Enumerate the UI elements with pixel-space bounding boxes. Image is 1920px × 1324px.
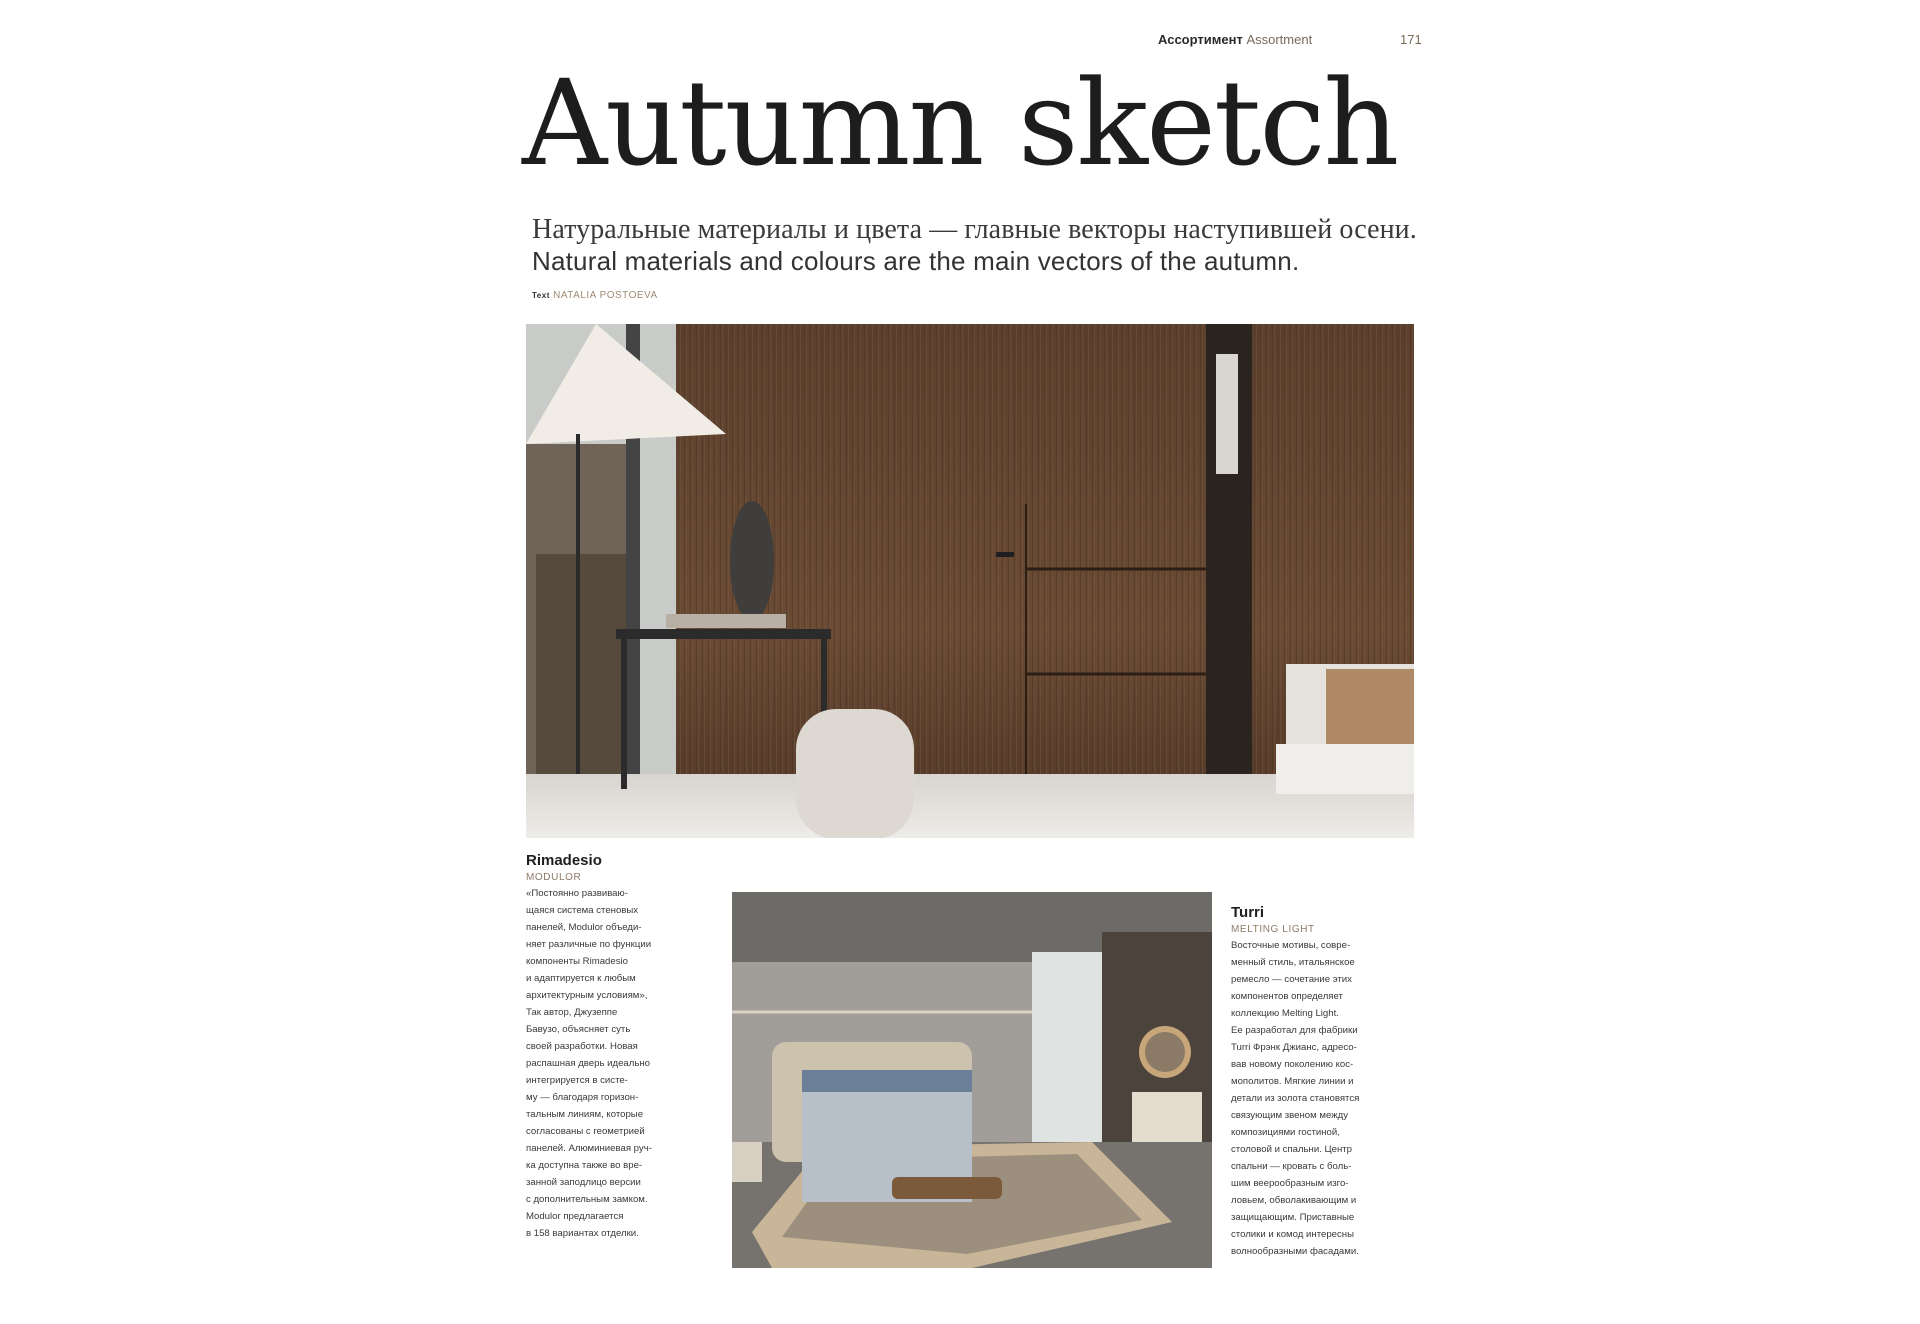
subtitle-ru: Натуральные материалы и цвета — главные векторы наступившей осени.	[532, 214, 1417, 245]
text-line: Бавузо, объясняет суть	[526, 1024, 631, 1035]
text-line: шим веерообразным изго-	[1231, 1178, 1349, 1189]
turri-brand: Turri	[1231, 904, 1265, 921]
turri-description	[1231, 937, 1359, 1260]
section-ru: Ассортимент	[1158, 32, 1243, 47]
text-line: «Постоянно развиваю-	[526, 888, 628, 899]
text-line: щаяся система стеновых	[526, 905, 639, 916]
text-line: защищающим. Приставные	[1231, 1212, 1355, 1223]
text-line: спальни — кровать с боль-	[1231, 1161, 1352, 1172]
rimadesio-description	[526, 885, 652, 1242]
text-line: распашная дверь идеально	[526, 1058, 650, 1069]
text-line: панелей. Алюминиевая руч-	[526, 1143, 652, 1154]
text-line: панелей, Modulor объеди-	[526, 922, 642, 933]
text-line: детали из золота становятся	[1231, 1093, 1360, 1104]
page-number: 171	[1400, 32, 1422, 47]
text-line: в 158 вариантах отделки.	[526, 1228, 639, 1239]
text-line: тальным линиям, которые	[526, 1109, 644, 1120]
text-line: мополитов. Мягкие линии и	[1231, 1076, 1354, 1087]
byline-label: Text	[532, 291, 550, 300]
text-line: няет различные по функции	[526, 939, 652, 950]
subtitle-en: Natural materials and colours are the main vectors of the autumn.	[532, 246, 1300, 276]
text-line: ка доступна также во вре-	[526, 1160, 643, 1171]
text-line: столики и комод интересны	[1231, 1229, 1354, 1240]
article-title: Autumn sketch	[522, 54, 1398, 192]
text-line: Восточные мотивы, совре-	[1231, 940, 1351, 951]
text-line: менный стиль, итальянское	[1231, 957, 1355, 968]
text-line: Turri Фрэнк Джианс, адресо-	[1231, 1042, 1357, 1053]
text-line: компоненты Rimadesio	[526, 956, 628, 967]
text-line: Ее разработал для фабрики	[1231, 1025, 1358, 1036]
section-en: Assortment	[1246, 32, 1313, 47]
text-line: компонентов определяет	[1231, 991, 1343, 1002]
text-line: занной заподлицо версии	[526, 1177, 641, 1188]
text-line: интегрируется в систе-	[526, 1075, 628, 1086]
byline-author: NATALIA POSTOEVA	[553, 290, 658, 301]
text-line: с дополнительным замком.	[526, 1194, 648, 1205]
text-line: композициями гостиной,	[1231, 1127, 1340, 1138]
text-line: и адаптируется к любым	[526, 973, 636, 984]
text-line: ловьем, обволакивающим и	[1231, 1195, 1357, 1206]
text-line: волнообразными фасадами.	[1231, 1246, 1359, 1257]
text-line: согласованы с геометрией	[526, 1126, 645, 1137]
turri-product: MELTING LIGHT	[1231, 924, 1315, 935]
text-line: му — благодаря горизон-	[526, 1092, 639, 1103]
text-line: Так автор, Джузеппе	[526, 1007, 618, 1018]
text-line: ремесло — сочетание этих	[1231, 974, 1352, 985]
byline	[532, 290, 658, 301]
hero-photo-walnut-bedroom	[526, 324, 1414, 838]
text-line: архитектурным условиям»,	[526, 990, 648, 1001]
text-line: связующим звеном между	[1231, 1110, 1349, 1121]
text-line: Modulor предлагается	[526, 1211, 624, 1222]
text-line: коллекцию Melting Light.	[1231, 1008, 1339, 1019]
rimadesio-brand: Rimadesio	[526, 852, 602, 869]
running-head	[1158, 32, 1312, 47]
rimadesio-product: MODULOR	[526, 872, 582, 883]
turri-bedroom-photo	[732, 892, 1212, 1268]
text-line: столовой и спальни. Центр	[1231, 1144, 1352, 1155]
text-line: вав новому поколению кос-	[1231, 1059, 1354, 1070]
text-line: своей разработки. Новая	[526, 1041, 638, 1052]
